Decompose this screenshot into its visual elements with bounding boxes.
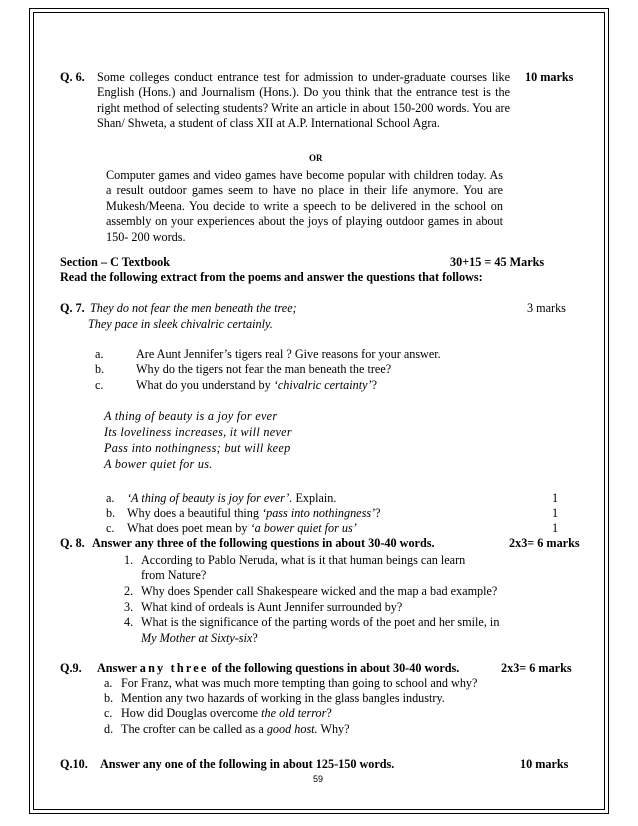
q9-prompt <box>97 661 459 676</box>
q7-question-text: Are Aunt Jennifer’s tigers real ? Give reasons for your answer. <box>136 347 441 361</box>
q9-marks: 2x3= 6 marks <box>501 661 572 675</box>
q8-item-text: What is the significance of the parting words of the poet and her smile, in <box>141 615 500 629</box>
q9-item-label: b. <box>104 691 114 705</box>
q7-question-text-italic: ‘chivalric certainty’ <box>273 378 372 392</box>
page-number: 59 <box>313 774 324 784</box>
q10-prompt: Answer any one of the following in about 125-150 words. <box>100 757 395 771</box>
q7b-mark: 1 <box>552 491 559 505</box>
or-label: OR <box>309 153 323 163</box>
q7-question-text: Why do the tigers not fear the man beneath the tree? <box>136 362 392 376</box>
q7b-text <box>127 491 336 506</box>
q7b-mark: 1 <box>552 506 559 520</box>
q8-item-text: What kind of ordeals is Aunt Jennifer surrounded by? <box>141 600 403 614</box>
q7b-label: a. <box>106 491 115 505</box>
q7-question-label: c. <box>95 378 104 392</box>
section-marks: 30+15 = 45 Marks <box>450 255 545 269</box>
q7-number: Q. 7. <box>60 301 85 315</box>
q9-item-text-italic: the old terror <box>261 706 327 720</box>
q7b-label: c. <box>106 521 115 535</box>
q9-item-label: d. <box>104 722 114 736</box>
q7b-text-italic: ‘pass into nothingness’ <box>262 506 376 520</box>
section-instruction: Read the following extract from the poems and answer the questions that follows: <box>60 270 483 284</box>
q6-text: Some colleges conduct entrance test for admission to under-graduate courses like English (Hons.) and Journalism (Hons.). Do you think that the entrance test is the right method of selecting students? Write an article in about 150-200 words. You are Shan/ Shweta, a student of class XII at A.P. International School Agra. <box>97 70 510 131</box>
q9-item-text-part: ? <box>326 706 332 720</box>
extract2-line: Pass into nothingness; but will keep <box>104 441 291 455</box>
q8-item-text-italic: My Mother at Sixty-six <box>141 631 253 645</box>
q8-item-number: 4. <box>124 615 134 629</box>
q7b-mark: 1 <box>552 521 559 535</box>
q8-item-text-part: ? <box>252 631 258 645</box>
q7b-text-part: What does poet mean by <box>127 521 251 535</box>
q9-prompt-part: of the following questions in about 30-40 words. <box>208 661 460 675</box>
q7b-text-part: Why does a beautiful thing <box>127 506 263 520</box>
q9-prompt-part: Answer <box>97 661 140 675</box>
q8-item-number: 2. <box>124 584 134 598</box>
q7-question-label: b. <box>95 362 105 376</box>
q8-item-text: Why does Spender call Shakespeare wicked and the map a bad example? <box>141 584 498 598</box>
extract2-line: Its loveliness increases, it will never <box>104 425 292 439</box>
q9-item-text-part: How did Douglas overcome <box>121 706 262 720</box>
q6-marks: 10 marks <box>525 70 574 84</box>
q9-item-text: Mention any two hazards of working in the glass bangles industry. <box>121 691 445 705</box>
q7b-label: b. <box>106 506 116 520</box>
q7b-text <box>127 506 381 521</box>
q8-item-number: 3. <box>124 600 134 614</box>
q7b-text-part: Explain. <box>292 491 337 505</box>
q7-question-label: a. <box>95 347 104 361</box>
extract2-line: A thing of beauty is a joy for ever <box>104 409 278 423</box>
q6-number: Q. 6. <box>60 70 85 84</box>
q8-item-number: 1. <box>124 553 134 567</box>
q7-question-text-part: ? <box>371 378 377 392</box>
q6-alt-text: Computer games and video games have become popular with children today. As a result outdoor games seem to have no place in their life anymore. You are Mukesh/Meena. You decide to write a speech to be delivered in the school on assembly on your experiences about the joys of playing outdoor games in about 150- 200 words. <box>106 168 503 244</box>
q7b-text-part: ? <box>375 506 381 520</box>
q9-item-text: For Franz, what was much more tempting than going to school and why? <box>121 676 478 690</box>
q8-marks: 2x3= 6 marks <box>509 536 580 550</box>
q9-number: Q.9. <box>60 661 82 675</box>
q7-question-text-part: What do you understand by <box>136 378 274 392</box>
q8-number: Q. 8. <box>60 536 85 550</box>
section-title: Section – C Textbook <box>60 255 171 269</box>
q9-item-text-part: The crofter can be called as a <box>121 722 267 736</box>
q7-marks: 3 marks <box>527 301 566 315</box>
q7-question-text <box>136 378 377 393</box>
q9-item-text-part: Why? <box>317 722 350 736</box>
q7-extract-line-1: They do not fear the men beneath the tree; <box>90 301 297 315</box>
q8-item-text: from Nature? <box>141 568 207 582</box>
q7b-text <box>127 521 357 536</box>
q9-item-label: a. <box>104 676 113 690</box>
extract2-line: A bower quiet for us. <box>104 457 213 471</box>
q7-extract-line-2: They pace in sleek chivalric certainly. <box>88 317 273 331</box>
q8-item-text <box>141 631 258 646</box>
q9-item-label: c. <box>104 706 113 720</box>
q7b-text-italic: ‘A thing of beauty is joy for ever’. <box>127 491 293 505</box>
q8-prompt: Answer any three of the following questions in about 30-40 words. <box>92 536 435 550</box>
q10-number: Q.10. <box>60 757 88 771</box>
q7b-text-italic: ‘a bower quiet for us’ <box>250 521 357 535</box>
q9-item-text <box>121 706 332 721</box>
q9-item-text <box>121 722 350 737</box>
q9-item-text-italic: good host. <box>266 722 318 736</box>
q9-prompt-spaced: any three <box>139 661 209 675</box>
q8-item-text: According to Pablo Neruda, what is it that human beings can learn <box>141 553 466 567</box>
q10-marks: 10 marks <box>520 757 569 771</box>
